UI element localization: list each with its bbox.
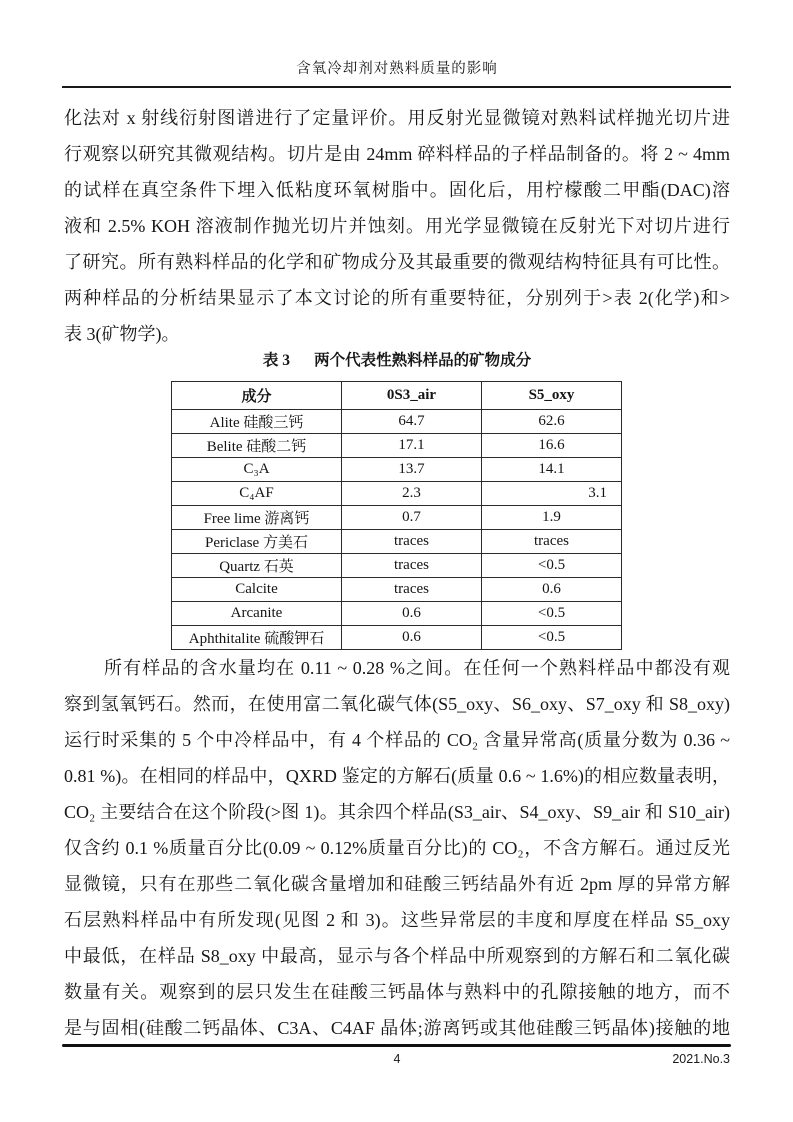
text-line: 化法对 x 射线衍射图谱进行了定量评价。用反射光显微镜对熟料试样抛光切片进 [64,108,730,128]
table-row [172,506,622,530]
value-cell: traces [342,578,482,602]
value-cell: 17.1 [342,434,482,458]
paragraph-1 [64,100,730,352]
table-row [172,578,622,602]
text-line: 所有样品的含水量均在 0.11 ~ 0.28 %之间。在任何一个熟料样品中都没有观 [104,658,730,678]
value-cell: 16.6 [482,434,622,458]
table-caption [64,349,730,373]
table-row [172,482,622,506]
value-cell: <0.5 [482,626,622,650]
table-row [172,626,622,650]
value-cell: 3.1 [482,482,622,506]
component-cell: Arcanite [172,602,342,626]
table-row [172,458,622,482]
text-line: 了研究。所有熟料样品的化学和矿物成分及其最重要的微观结构特征具有可比性。 [64,252,730,272]
table-row [172,602,622,626]
table-row [172,554,622,578]
text-line: 察到氢氧钙石。然而，在使用富二氧化碳气体(S5_oxy、S6_oxy、S7_oxy 和 S8_oxy) [64,694,730,714]
text-line: 显微镜，只有在那些二氧化碳含量增加和硅酸三钙结晶外有近 2pm 厚的异常方解 [64,874,730,894]
text-line: 中最低，在样品 S8_oxy 中最高，显示与各个样品中所观察到的方解石和二氧化碳 [64,946,730,966]
value-cell: 13.7 [342,458,482,482]
value-cell: 62.6 [482,410,622,434]
text-line: 是与固相(硅酸二钙晶体、C3A、C4AF 晶体;游离钙或其他硅酸三钙晶体)接触的地 [64,1018,730,1038]
text-line: 的试样在真空条件下埋入低粘度环氧树脂中。固化后，用柠檬酸二甲酯(DAC)溶 [64,180,730,200]
text-line: CO₂ 主要结合在这个阶段(>图 1)。其余四个样品(S3_air、S4_oxy、S9_air 和 S10_air) [64,802,730,822]
table-row [172,434,622,458]
text-line: 两种样品的分析结果显示了本文讨论的所有重要特征，分别列于>表 2(化学)和> [64,288,730,308]
value-cell: 14.1 [482,458,622,482]
footer-issue-label: 2021.No.3 [672,1052,730,1066]
text-line: 液和 2.5% KOH 溶液制作抛光切片并蚀刻。用光学显微镜在反射光下对切片进行 [64,216,730,236]
component-cell: C₃A [172,458,342,482]
paragraph-2 [64,650,730,1046]
value-cell: 0.7 [342,506,482,530]
text-line: 石层熟料样品中有所发现(见图 2 和 3)。这些异常层的丰度和厚度在样品 S5_oxy [64,910,730,930]
value-cell: <0.5 [482,554,622,578]
component-cell: Belite 硅酸二钙 [172,434,342,458]
table-caption-label: 表 3 [262,352,291,369]
value-cell: 0.6 [482,578,622,602]
text-line: 表 3(矿物学)。 [64,324,180,344]
table-row [172,530,622,554]
minerals-table [171,381,622,650]
table-row [172,410,622,434]
value-cell: traces [342,554,482,578]
value-cell: traces [482,530,622,554]
text-line: 仅含约 0.1 %质量百分比(0.09 ~ 0.12%质量百分比)的 CO₂，不含方解石。通过反光 [64,838,730,858]
component-cell: C₄AF [172,482,342,506]
footer-rule [62,1044,731,1047]
header-rule [62,86,731,88]
value-cell: 2.3 [342,482,482,506]
value-cell: <0.5 [482,602,622,626]
component-cell: Periclase 方美石 [172,530,342,554]
running-header-title: 含氧冷却剂对熟料质量的影响 [296,61,498,77]
value-cell: 0.6 [342,626,482,650]
text-line: 0.81 %)。在相同的样品中，QXRD 鉴定的方解石(质量 0.6 ~ 1.6%)的相应数量表明， [64,766,730,786]
component-cell: Free lime 游离钙 [172,506,342,530]
text-line: 运行时采集的 5 个中冷样品中，有 4 个样品的 CO₂ 含量异常高(质量分数为 0.36 ~ [64,730,730,750]
table-header-row [172,382,622,410]
component-cell: Calcite [172,578,342,602]
footer-page-number: 4 [393,1052,401,1066]
column-header-s5-oxy: S5_oxy [482,382,622,410]
value-cell: traces [342,530,482,554]
table-caption-text: 两个代表性熟料样品的矿物成分 [314,352,532,369]
column-header-0s3-air: 0S3_air [342,382,482,410]
value-cell: 64.7 [342,410,482,434]
component-cell: Aphthitalite 硫酸钾石 [172,626,342,650]
text-line: 数量有关。观察到的层只发生在硅酸三钙晶体与熟料中的孔隙接触的地方，而不 [64,982,730,1002]
component-cell: Alite 硅酸三钙 [172,410,342,434]
value-cell: 1.9 [482,506,622,530]
component-cell: Quartz 石英 [172,554,342,578]
value-cell: 0.6 [342,602,482,626]
text-line: 行观察以研究其微观结构。切片是由 24mm 碎料样品的子样品制备的。将 2 ~ 4mm [64,144,730,164]
column-header-component: 成分 [172,382,342,410]
